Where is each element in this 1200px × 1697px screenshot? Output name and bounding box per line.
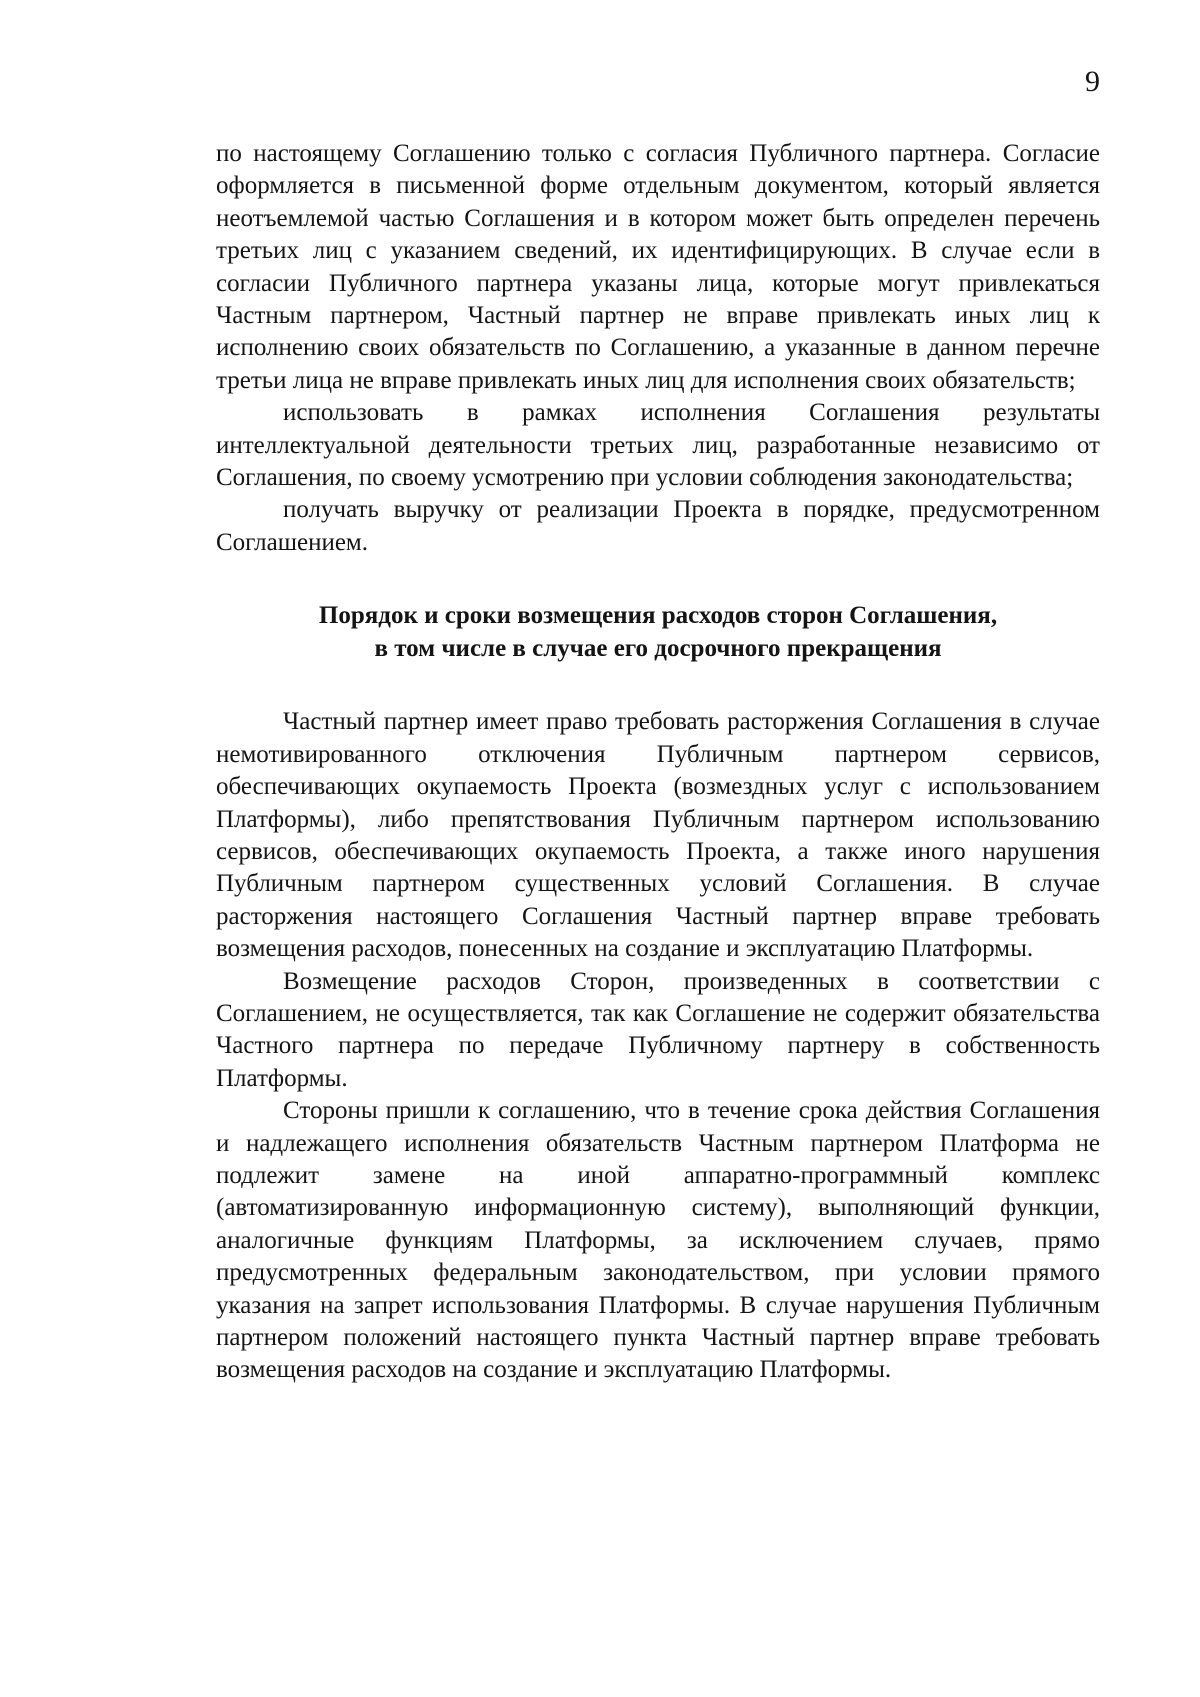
paragraph-termination-right: Частный партнер имеет право требовать расторжения Соглашения в случае немотивированного отключения Публичным партнером сервисов, обеспечивающих окупаемость Проекта (возмездных услуг с использованием Платформы), либо препятствования Публичным партнером использованию сервисов, обеспечивающих окупаемость Проекта, а также иного нарушения Публичным партнером существенных условий Соглашения. В случае расторжения настоящего Соглашения Частный партнер вправе требовать возмещения расходов, понесенных на создание и эксплуатацию Платформы. xyxy=(216,708,1100,963)
paragraph-no-reimbursement: Возмещение расходов Сторон, произведенных в соответствии с Соглашением, не осуществляется, так как Соглашение не содержит обязательства Частного партнера по передаче Публичному партнеру в собственность Платформы. xyxy=(216,967,1100,1092)
paragraph-use-ip-results: использовать в рамках исполнения Соглашения результаты интеллектуальной деятельности третьих лиц, разработанные независимо от Соглашения, по своему усмотрению при условии соблюдения законодательства; xyxy=(216,399,1100,492)
document-body xyxy=(216,138,1100,1387)
paragraph-continuation: по настоящему Соглашению только с согласия Публичного партнера. Согласие оформляется в письменной форме отдельным документом, который является неотъемлемой частью Соглашения и в котором может быть определен перечень третьих лиц с указанием сведений, их идентифицирующих. В случае если в согласии Публичного партнера указаны лица, которые могут привлекаться Частным партнером, Частный партнер не вправе привлекать иных лиц к исполнению своих обязательств по Соглашению, а указанные в данном перечне третьи лица не вправе привлекать иных лиц для исполнения своих обязательств; xyxy=(216,140,1100,394)
section-heading-line-1: Порядок и сроки возмещения расходов сторон Соглашения, xyxy=(318,602,998,630)
paragraph-receive-revenue: получать выручку от реализации Проекта в порядке, предусмотренном Соглашением. xyxy=(216,496,1100,556)
section-heading-line-2: в том числе в случае его досрочного прекращения xyxy=(374,635,942,663)
page-number: 9 xyxy=(1085,65,1100,98)
section-heading xyxy=(216,599,1100,665)
paragraph-platform-replacement: Стороны пришли к соглашению, что в течение срока действия Соглашения и надлежащего исполнения обязательств Частным партнером Платформа не подлежит замене на иной аппаратно-программный комплекс (автоматизированную информационную систему), выполняющий функции, аналогичные функциям Платформы, за исключением случаев, прямо предусмотренных федеральным законодательством, при условии прямого указания на запрет использования Платформы. В случае нарушения Публичным партнером положений настоящего пункта Частный партнер вправе требовать возмещения расходов на создание и эксплуатацию Платформы. xyxy=(216,1097,1100,1384)
